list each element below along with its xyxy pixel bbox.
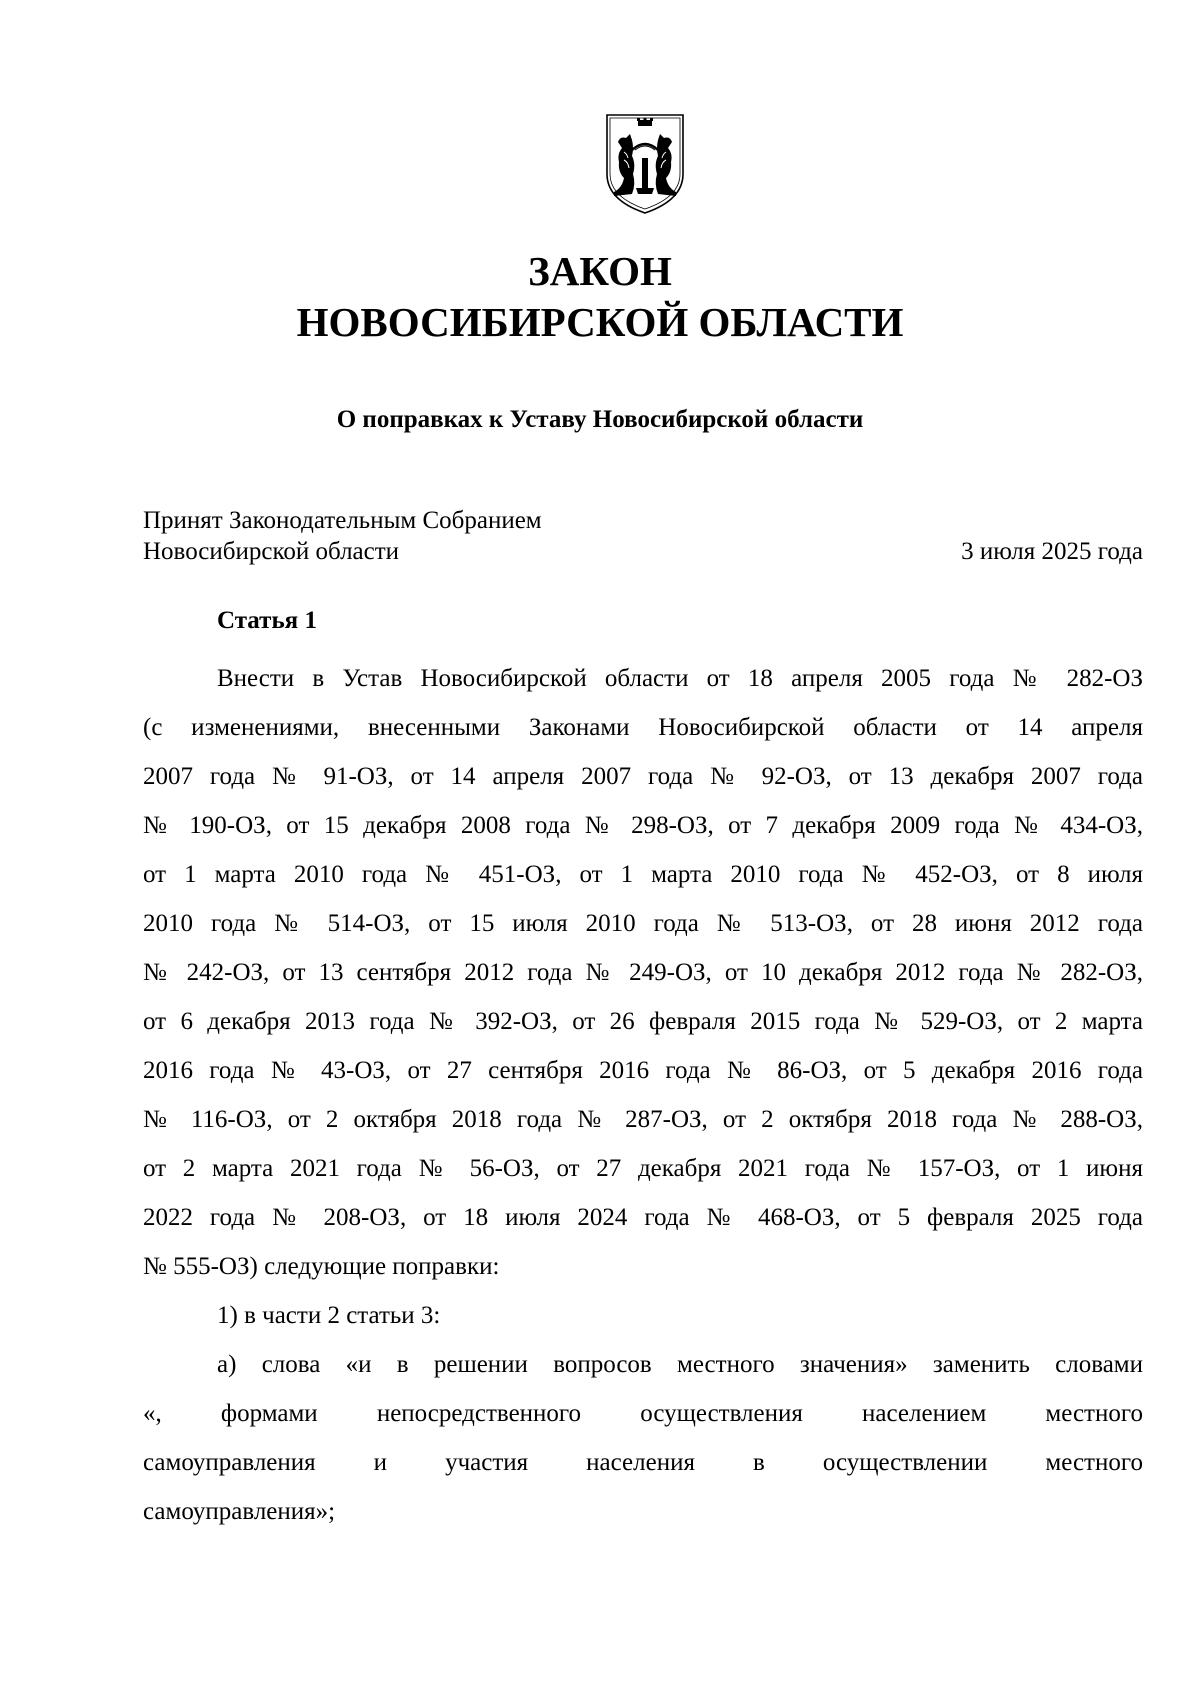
body-line: «, формами непосредственного осуществления населением местного [143,1400,1143,1427]
body-line: 2010 года № 514-ОЗ, от 15 июля 2010 года № 513-ОЗ, от 28 июня 2012 года [143,910,1143,937]
body-line: 2022 года № 208-ОЗ, от 18 июля 2024 года № 468-ОЗ, от 5 февраля 2025 года [143,1204,1143,1231]
list-item: 1) в части 2 статьи 3: [217,1302,441,1329]
body-line: 2007 года № 91-ОЗ, от 14 апреля 2007 года № 92-ОЗ, от 13 декабря 2007 года [143,763,1143,790]
document-subtitle: О поправках к Уставу Новосибирской области [336,406,864,433]
coat-of-arms-icon [602,112,688,216]
body-line: № 242-ОЗ, от 13 сентября 2012 года № 249-ОЗ, от 10 декабря 2012 года № 282-ОЗ, [143,959,1143,986]
article-heading: Статья 1 [217,607,317,634]
body-line: 2016 года № 43-ОЗ, от 27 сентября 2016 года № 86-ОЗ, от 5 декабря 2016 года [143,1057,1143,1084]
body-line: № 116-ОЗ, от 2 октября 2018 года № 287-ОЗ, от 2 октября 2018 года № 288-ОЗ, [143,1106,1143,1133]
body-line: от 1 марта 2010 года № 451-ОЗ, от 1 марта 2010 года № 452-ОЗ, от 8 июля [143,861,1143,888]
document-title-line-2: НОВОСИБИРСКОЙ ОБЛАСТИ [296,299,904,345]
body-line: от 2 марта 2021 года № 56-ОЗ, от 27 декабря 2021 года № 157-ОЗ, от 1 июня [143,1155,1143,1182]
adoption-date: 3 июля 2025 года [961,538,1143,565]
body-line: № 555-ОЗ) следующие поправки: [143,1253,500,1280]
adoption-line-1: Принят Законодательным Собранием [143,507,542,534]
body-line: а) слова «и в решении вопросов местного значения» заменить словами [217,1351,1143,1378]
body-line: Внести в Устав Новосибирской области от 18 апреля 2005 года № 282-ОЗ [217,665,1143,692]
adoption-block [143,505,1143,567]
body-line: (с изменениями, внесенными Законами Новосибирской области от 14 апреля [143,714,1143,741]
body-line: № 190-ОЗ, от 15 декабря 2008 года № 298-ОЗ, от 7 декабря 2009 года № 434-ОЗ, [143,812,1143,839]
body-line: самоуправления и участия населения в осуществлении местного [143,1449,1143,1476]
adoption-line-2: Новосибирской области [143,538,400,565]
document-title-line-1: ЗАКОН [528,248,672,294]
body-line: от 6 декабря 2013 года № 392-ОЗ, от 26 февраля 2015 года № 529-ОЗ, от 2 марта [143,1008,1143,1035]
body-line: самоуправления»; [143,1498,336,1525]
article-body [143,654,1143,1536]
